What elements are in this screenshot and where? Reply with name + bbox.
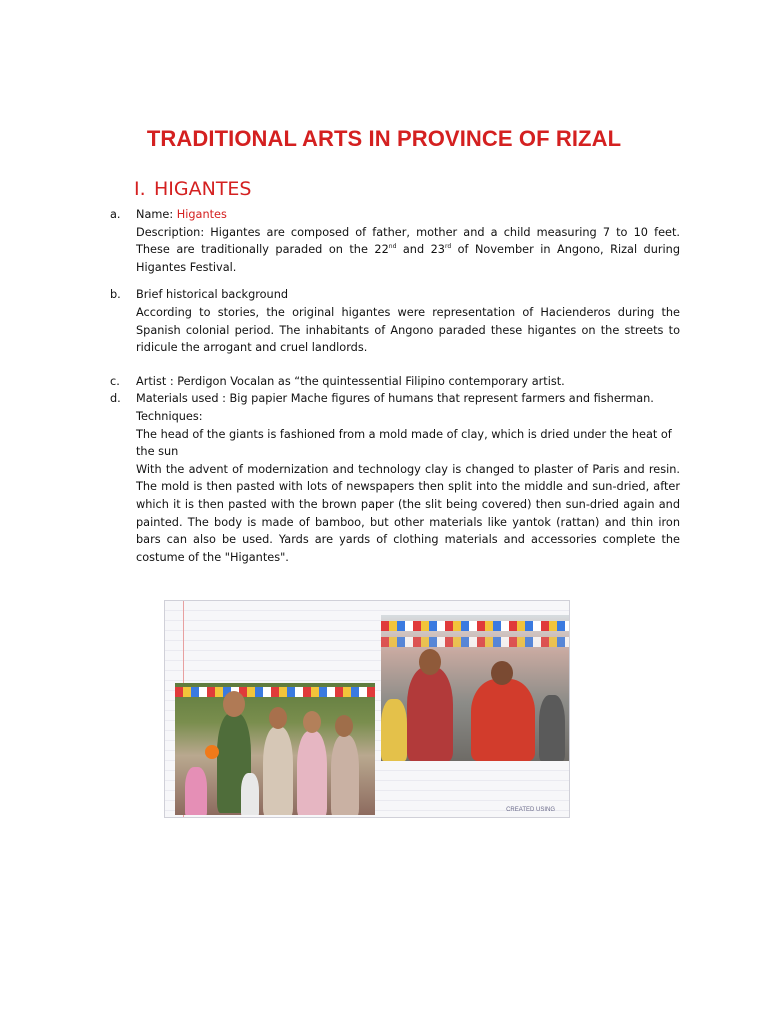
history-text: According to stories, the original higantes were representation of Hacienderos during the Spanish colonial period. The inhabitants of Angono paraded these higantes on the streets to ridicule the arrogant and cruel landlords. <box>136 305 680 355</box>
item-marker: d. <box>110 392 121 406</box>
item-marker: b. <box>110 288 121 302</box>
content <box>110 206 680 566</box>
list-item-b <box>110 286 680 356</box>
technique-text: With the advent of modernization and technology clay is changed to plaster of Paris and resin. The mold is then pasted with lots of newspapers then split into the middle and sun-dried, after which it is then pasted with the brown paper (the slit being covered) then sun-dried again and painted. The body is made of bamboo, but other materials like yantok (rattan) and thin iron bars can also be used. Yards are yards of clothing materials and accessories complete the costume of the "Higantes". <box>136 462 680 564</box>
artist-text: Artist : Perdigon Vocalan as “the quintessential Filipino contemporary artist. <box>136 374 565 388</box>
materials-text: Materials used : Big papier Mache figures of humans that represent farmers and fisherman. <box>136 392 654 406</box>
item-marker: c. <box>110 374 120 388</box>
description-line: of November in Angono, Rizal during Higantes <box>136 243 681 274</box>
list-item-a <box>110 206 680 276</box>
parade-photo-left <box>175 683 375 815</box>
name-value: Higantes <box>176 208 227 221</box>
description-line: Festival. <box>189 260 237 274</box>
technique-text: The head of the giants is fashioned from a mold made of clay, which is dried under the heat of the sun <box>136 427 672 459</box>
item-marker: a. <box>110 208 121 221</box>
name-label: Name: <box>136 208 177 221</box>
item-heading: Brief historical background <box>136 288 289 302</box>
parade-photo-right <box>381 615 569 761</box>
higantes-photo-collage <box>164 600 570 818</box>
page-title: TRADITIONAL ARTS IN PROVINCE OF RIZAL <box>146 126 622 151</box>
name-line <box>136 206 680 224</box>
section-number: I. <box>134 178 146 200</box>
techniques-label: Techniques: <box>136 409 203 423</box>
watermark: CREATED USING <box>506 807 555 813</box>
description-line: are traditionally paraded on the 22 <box>176 243 389 257</box>
description-line: Description: Higantes are composed of father, mother and a child measuring 7 to 10 feet. These <box>136 225 680 257</box>
section-heading <box>134 178 252 200</box>
list-item-d <box>110 390 680 566</box>
ordinal-suffix: rd <box>444 243 452 251</box>
description-line: and 23 <box>396 243 445 257</box>
list-item-c <box>110 373 680 391</box>
section-title: HIGANTES <box>154 178 252 200</box>
description <box>136 224 680 277</box>
ordinal-suffix: nd <box>388 243 397 251</box>
